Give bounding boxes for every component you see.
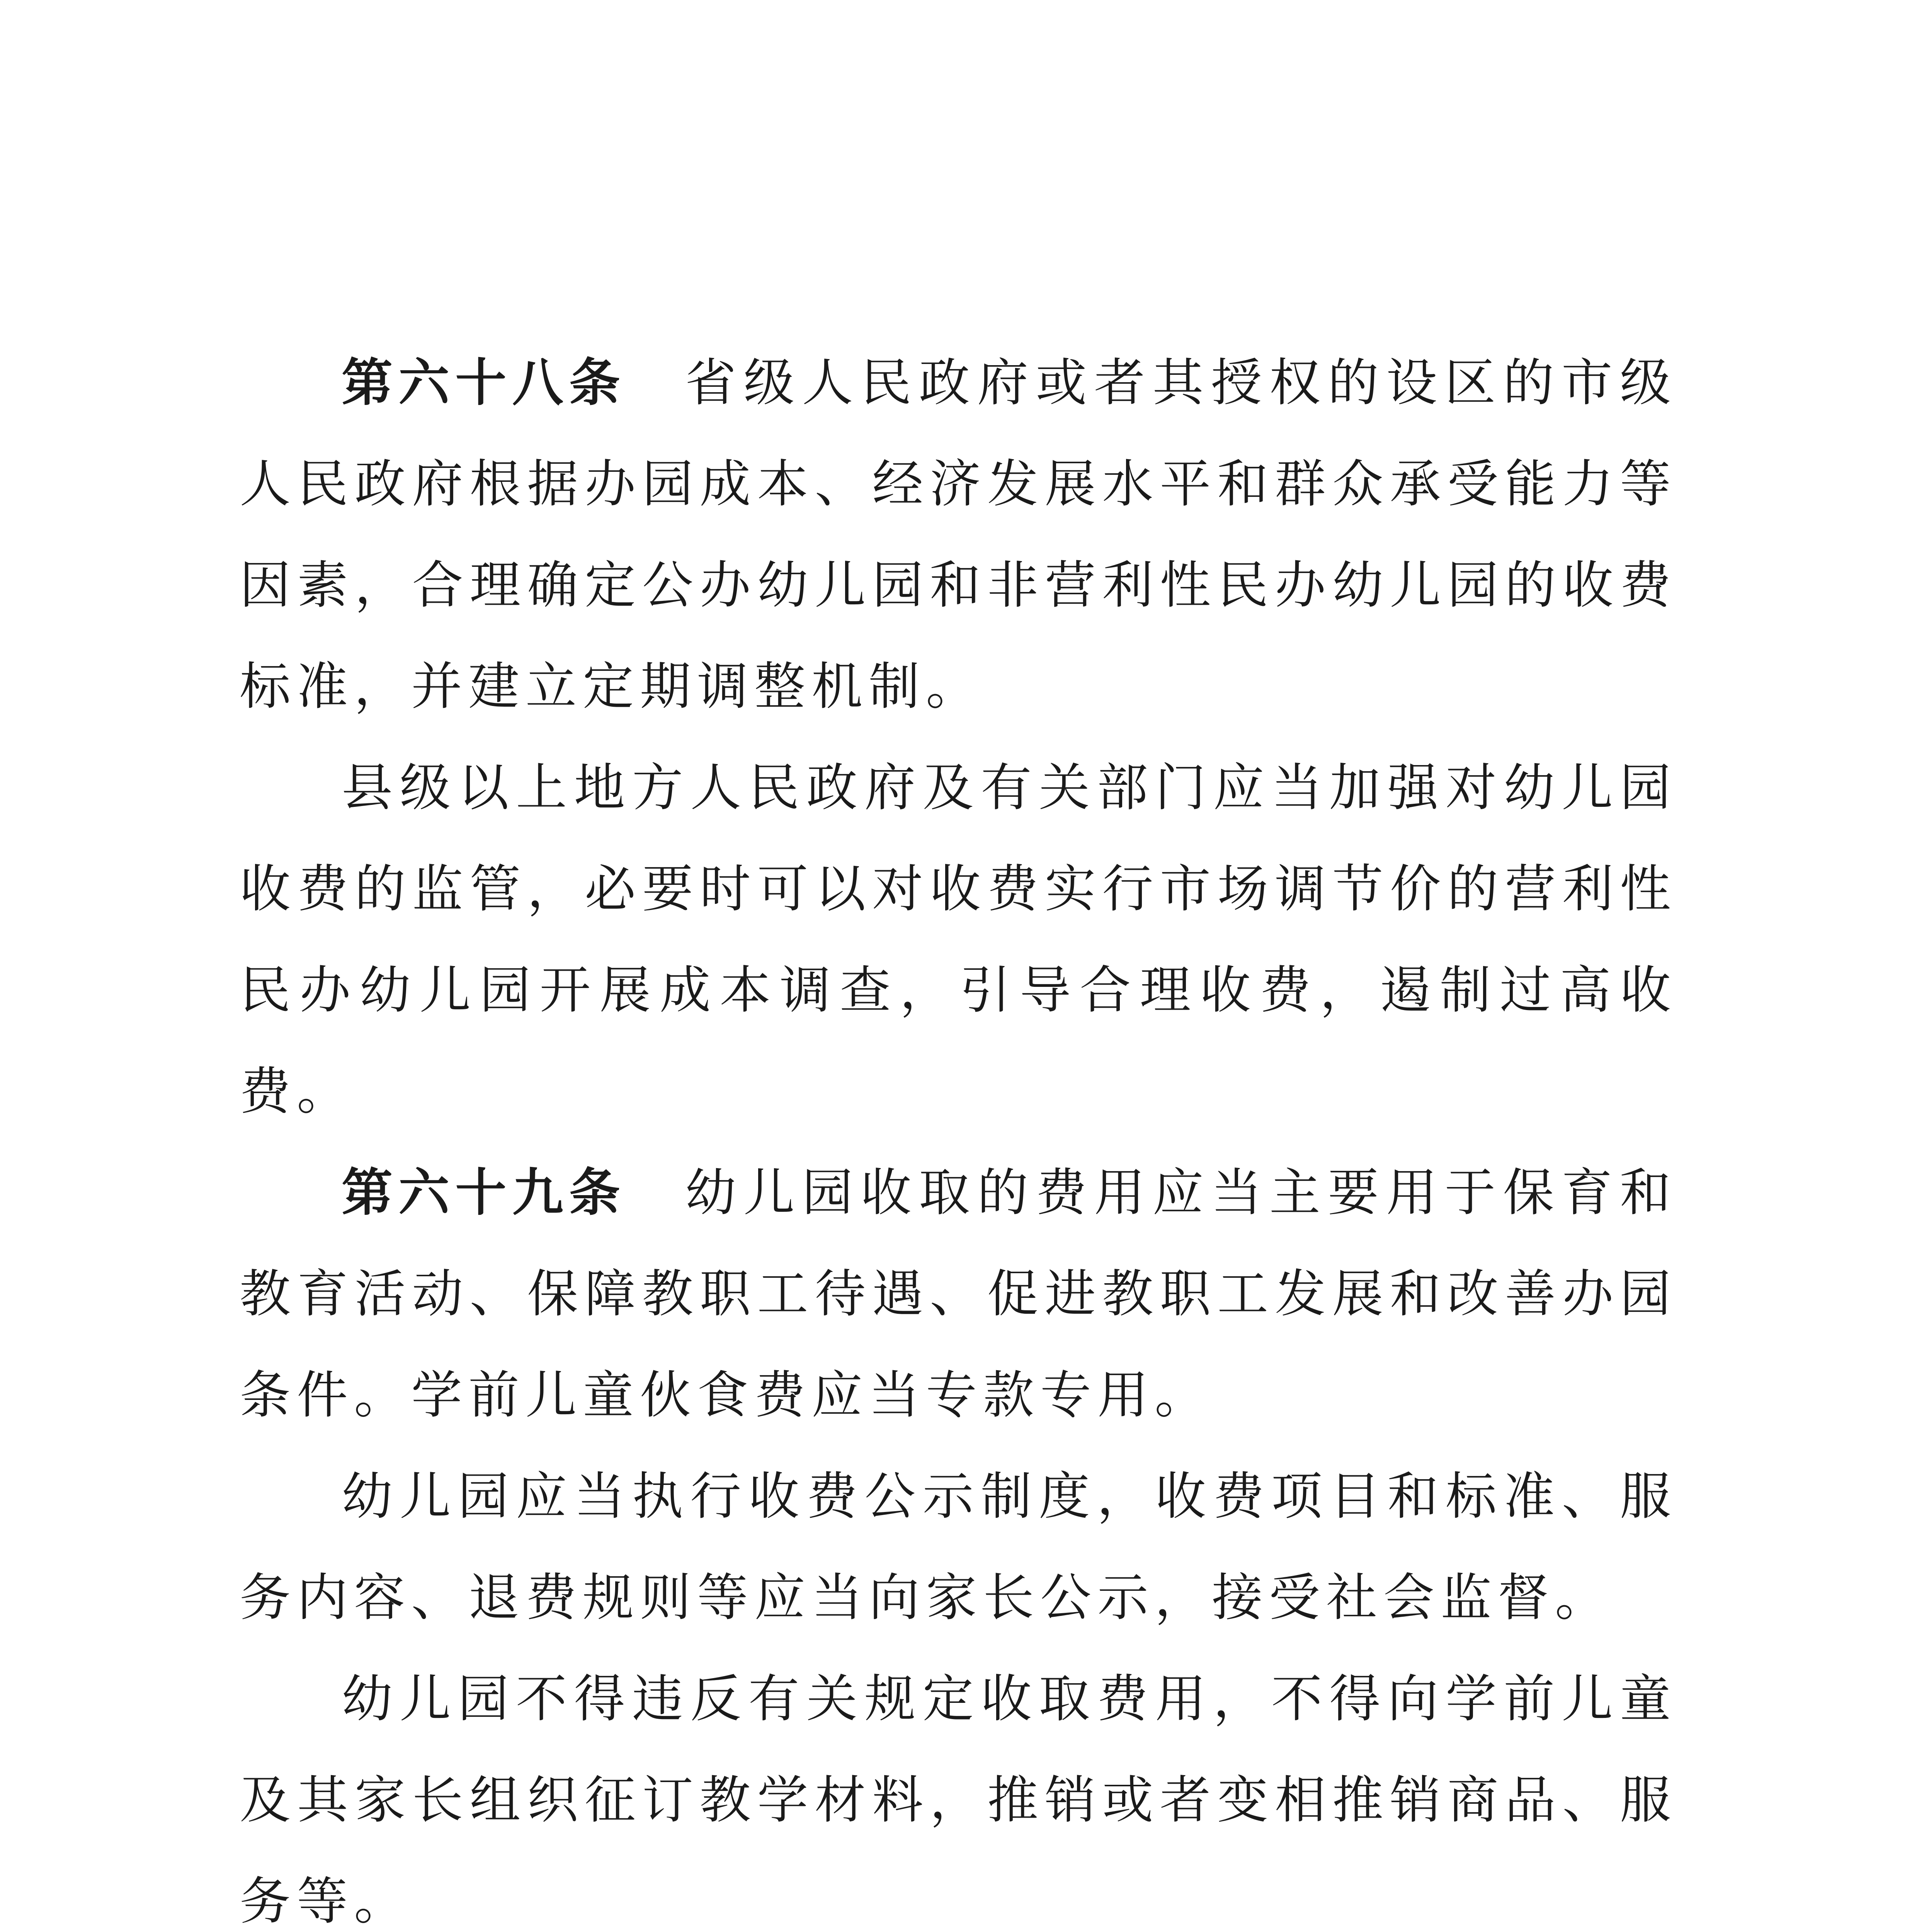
article-69-paragraph-2: [240, 1446, 1677, 1648]
paragraph-text: 幼儿园不得违反有关规定收取费用，不得向学前儿童及其家长组织征订教学材料，推销或者变相推销商品、服务等。: [240, 1669, 1677, 1931]
paragraph-text: 县级以上地方人民政府及有关部门应当加强对幼儿园收费的监管，必要时可以对收费实行市场调节价的营利性民办幼儿园开展成本调查，引导合理收费，遏制过高收费。: [240, 758, 1677, 1121]
paragraph-text: 省级人民政府或者其授权的设区的市级人民政府根据办园成本、经济发展水平和群众承受能力等因素，合理确定公办幼儿园和非营利性民办幼儿园的收费标准，并建立定期调整机制。: [240, 353, 1677, 716]
document-body: [240, 332, 1677, 1932]
article-69-paragraph-3: [240, 1648, 1677, 1932]
article-68-paragraph: [240, 332, 1677, 737]
article-number: 第六十九条: [342, 1163, 626, 1223]
article-68-paragraph-2: [240, 737, 1677, 1142]
article-number: 第六十八条: [342, 353, 626, 413]
article-69-paragraph: [240, 1142, 1677, 1446]
paragraph-text: 幼儿园收取的费用应当主要用于保育和教育活动、保障教职工待遇、促进教职工发展和改善办园条件。学前儿童伙食费应当专款专用。: [240, 1163, 1677, 1425]
paragraph-text: 幼儿园应当执行收费公示制度，收费项目和标准、服务内容、退费规则等应当向家长公示，接受社会监督。: [240, 1467, 1677, 1628]
